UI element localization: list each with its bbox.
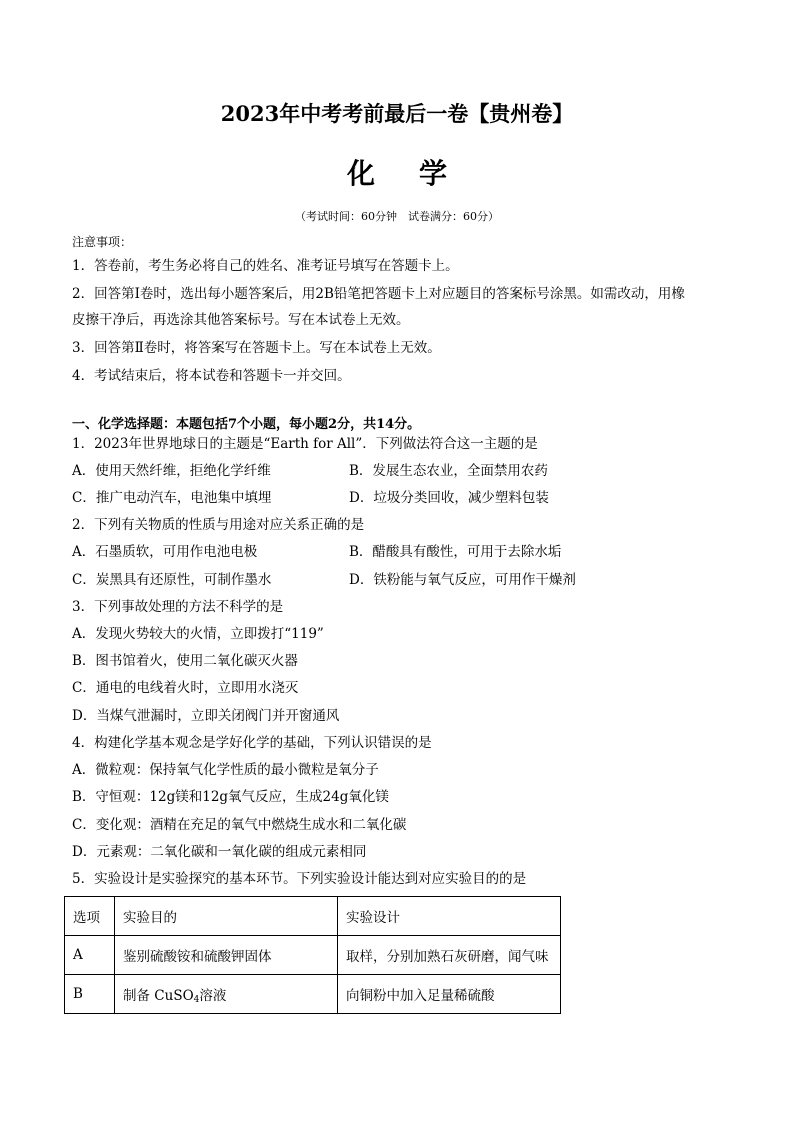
subject-char-2: 学: [419, 157, 448, 190]
question-3-stem: 3．下列事故处理的方法不科学的是: [72, 599, 284, 615]
table-header-cell: 实验目的: [115, 897, 338, 936]
table-row: [65, 975, 561, 1014]
q3-option-c: C．通电的电线着火时，立即用水浇灭: [72, 680, 299, 696]
note-item: 1．答卷前，考生务必将自己的姓名、准考证号填写在答题卡上。: [72, 258, 459, 274]
q2-option-c: C．炭黑具有还原性，可制作墨水: [72, 572, 272, 588]
q5-table: [64, 896, 561, 1014]
table-header-row: [65, 897, 561, 936]
q3-option-b: B．图书馆着火，使用二氧化碳灭火器: [72, 653, 298, 669]
note-item: 2．回答第Ⅰ卷时，选出每小题答案后，用2B铅笔把答题卡上对应题目的答案标号涂黑。如需改动，用橡: [72, 286, 685, 302]
q3-option-d: D．当煤气泄漏时，立即关闭阀门并开窗通风: [72, 708, 340, 724]
table-cell-option: B: [65, 975, 115, 1014]
subject-title: [0, 152, 794, 192]
q1-option-c: C．推广电动汽车，电池集中填埋: [72, 490, 272, 506]
question-1-stem: 1．2023年世界地球日的主题是“Earth for All”．下列做法符合这一主题的是: [72, 436, 538, 452]
q2-option-a: A．石墨质软，可用作电池电极: [72, 544, 258, 560]
formula-suffix: 溶液: [199, 987, 227, 1004]
formula-text: 制备 CuSO: [123, 987, 194, 1004]
table-header-cell: 实验设计: [338, 897, 561, 936]
table-cell-purpose: 鉴别硫酸铵和硫酸钾固体: [115, 936, 338, 975]
q1-option-b: B．发展生态农业，全面禁用农药: [349, 463, 548, 479]
question-5-stem: 5．实验设计是实验探究的基本环节。下列实验设计能达到对应实验目的的是: [72, 871, 527, 887]
table-cell-design: 取样，分别加熟石灰研磨，闻气味: [338, 936, 561, 975]
question-4-stem: 4．构建化学基本观念是学好化学的基础，下列认识错误的是: [72, 735, 432, 751]
table-cell-purpose: [115, 975, 338, 1014]
q4-option-b: B．守恒观：12g镁和12g氧气反应，生成24g氧化镁: [72, 789, 389, 805]
q4-option-d: D．元素观：二氧化碳和一氧化碳的组成元素相同: [72, 844, 367, 860]
note-item: 4．考试结束后，将本试卷和答题卡一并交回。: [72, 368, 351, 384]
section-heading: 一、化学选择题：本题包括7个小题，每小题2分，共14分。: [72, 417, 421, 432]
table-cell-design: 向铜粉中加入足量稀硫酸: [338, 975, 561, 1014]
q2-option-d: D．铁粉能与氧气反应，可用作干燥剂: [349, 572, 576, 588]
table-cell-option: A: [65, 936, 115, 975]
question-2-stem: 2．下列有关物质的性质与用途对应关系正确的是: [72, 517, 365, 533]
q3-option-a: A．发现火势较大的火情，立即拨打“119”: [72, 626, 324, 642]
subject-char-1: 化: [346, 157, 375, 190]
q2-option-b: B．醋酸具有酸性，可用于去除水垢: [349, 544, 562, 560]
exam-info: （考试时间：60分钟 试卷满分：60分）: [295, 210, 499, 223]
q1-option-d: D．垃圾分类回收，减少塑料包装: [349, 490, 549, 506]
note-item: 3．回答第Ⅱ卷时，将答案写在答题卡上。写在本试卷上无效。: [72, 340, 441, 356]
q1-option-a: A．使用天然纤维，拒绝化学纤维: [72, 463, 271, 479]
table-row: [65, 936, 561, 975]
note-item: 皮擦干净后，再选涂其他答案标号。写在本试卷上无效。: [72, 312, 410, 328]
q4-option-c: C．变化观：酒精在充足的氧气中燃烧生成水和二氧化碳: [72, 817, 407, 833]
q4-option-a: A．微粒观：保持氧气化学性质的最小微粒是氧分子: [72, 762, 379, 778]
notes-heading: 注意事项：: [72, 235, 133, 249]
formula-subscript: 4: [193, 994, 200, 1005]
table-header-cell: 选项: [65, 897, 115, 936]
exam-title: 2023年中考考前最后一卷【贵州卷】: [220, 101, 574, 126]
